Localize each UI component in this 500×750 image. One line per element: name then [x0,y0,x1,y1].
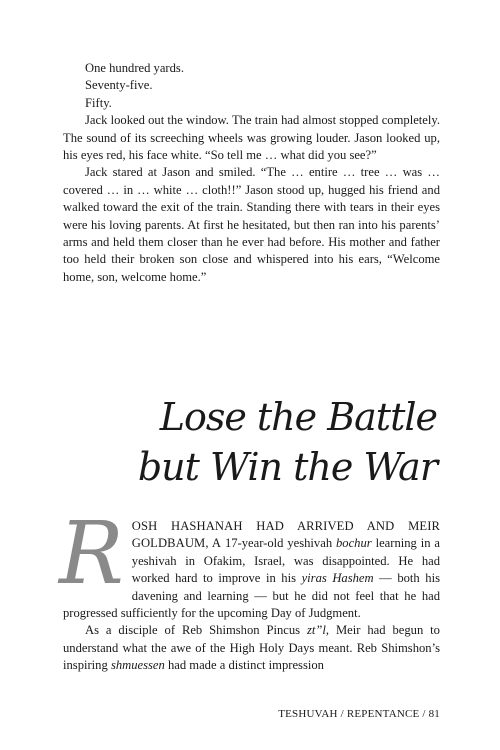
story-ending-text [63,60,440,286]
text-run: 17-year-old yeshivah [221,536,336,551]
paragraph: Seventy-five. [85,78,153,93]
chapter-title-line-2: but Win the War [137,445,437,489]
text-run: learning in a yeshivah in Ofakim, Israel, was disappointed. He had worked hard to improve in his [131,536,440,586]
text-run: Meir had begun to understand what the awe of the High Holy Days meant. Reb Shimshon’s inspiring [63,623,440,673]
chapter-title [138,392,437,492]
chapter-body [59,504,440,675]
italic-term: zt”l, [306,623,330,638]
opening-paragraph [59,504,440,622]
drop-cap: R [59,504,124,604]
running-footer: TESHUVAH / REPENTANCE / 81 [278,708,440,720]
paragraph: One hundred yards. [85,61,184,75]
italic-term: shmuessen [110,658,165,673]
paragraph [63,622,440,674]
book-page [59,0,440,750]
chapter-title-line-1: Lose the Battle [159,395,437,439]
paragraph: Jack stared at Jason and smiled. “The … entire … tree … was … covered … in … white … cloth!!” Jason stood up, hugged his friend and walked toward the exit of the train. Standing there with tears in their eyes were his loving parents. At first he hesitated, but then ran into his parents’ arms and held them closer than he ever had before. His mother and father too held their broken son close and whispered into his ears, “Welcome home, son, welcome home.” [63,165,440,284]
text-run: had made a distinct impression [164,658,324,673]
text-run: — both his davening and learning — but he did not feel that he had progressed sufficiently for the upcoming Day of Judgment. [63,571,440,621]
paragraph: Fifty. [85,95,112,110]
text-run: As a disciple of Reb Shimshon Pincus [85,623,307,638]
paragraph: Jack looked out the window. The train had almost stopped completely. The sound of its screeching wheels was growing louder. Jason looked up, his eyes red, his face white. “So tell me … what did you see?” [63,113,440,163]
opening-small-caps: OSH HASHANAH HAD ARRIVED AND MEIR GOLDBAUM, A [131,519,440,551]
italic-term: bochur [336,536,372,551]
italic-term: yiras Hashem [301,571,374,586]
